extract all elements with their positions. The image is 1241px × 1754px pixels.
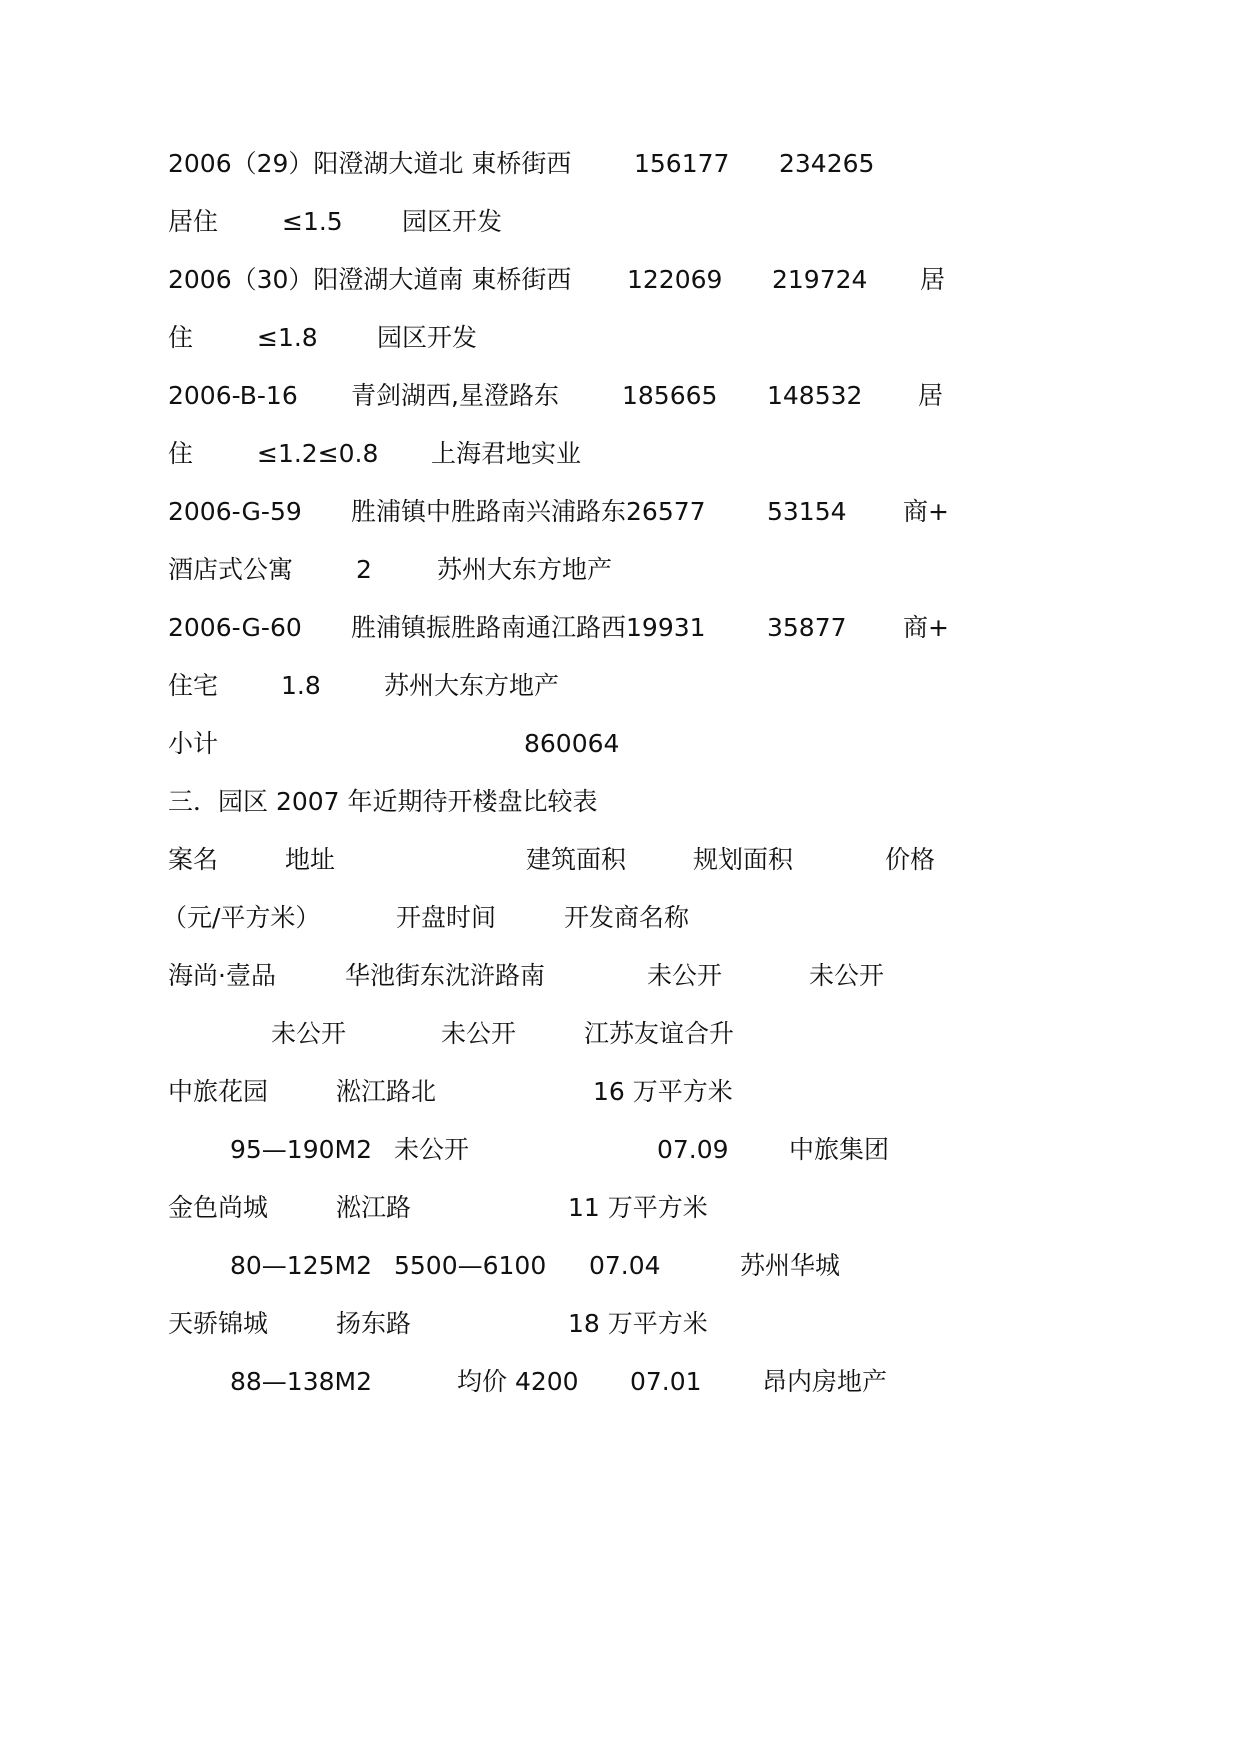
project-price: 未公开	[271, 1019, 347, 1048]
land-row-1-cont	[0, 202, 1241, 242]
section-heading	[0, 782, 1241, 822]
land-ratio: ≤1.2≤0.8	[257, 439, 379, 468]
project-plan-area: 80—125M2	[230, 1251, 373, 1280]
land-use: 商+	[903, 497, 949, 526]
project-row-4	[0, 1304, 1241, 1344]
project-plan-area: 未公开	[809, 961, 885, 990]
project-developer: 昂内房地产	[762, 1367, 888, 1396]
project-price: 5500—6100	[394, 1251, 547, 1280]
land-use: 居住	[168, 207, 219, 236]
header-name: 案名	[168, 845, 219, 874]
section-title: 三．园区 2007 年近期待开楼盘比较表	[168, 787, 598, 816]
project-row-3-cont	[0, 1246, 1241, 1286]
land-developer: 苏州大东方地产	[384, 671, 560, 700]
project-name: 海尚·壹品	[168, 961, 276, 990]
project-name: 天骄锦城	[168, 1309, 269, 1338]
project-row-2	[0, 1072, 1241, 1112]
project-address: 淞江路北	[336, 1077, 437, 1106]
land-developer: 苏州大东方地产	[437, 555, 613, 584]
land-plan-area: 53154	[767, 497, 847, 526]
land-area: 185665	[622, 381, 718, 410]
project-address: 华池街东沈浒路南	[345, 961, 546, 990]
subtotal-row	[0, 724, 1241, 764]
project-open-time: 07.09	[657, 1135, 729, 1164]
project-name: 中旅花园	[168, 1077, 269, 1106]
land-plan-area: 35877	[767, 613, 847, 642]
header-price-unit: （元/平方米）	[162, 903, 321, 932]
land-row-4	[0, 492, 1241, 532]
land-row-1	[0, 144, 1241, 184]
land-area: 156177	[634, 149, 730, 178]
project-open-time: 未公开	[441, 1019, 517, 1048]
land-use-cont: 住	[168, 439, 194, 468]
project-developer: 苏州华城	[740, 1251, 841, 1280]
land-area: 122069	[627, 265, 723, 294]
land-location: 青剑湖西,星澄路东	[351, 381, 559, 410]
land-developer: 园区开发	[402, 207, 503, 236]
land-location: 胜浦镇振胜路南通江路西19931	[351, 613, 706, 642]
table-header	[0, 840, 1241, 880]
project-row-2-cont	[0, 1130, 1241, 1170]
project-row-1	[0, 956, 1241, 996]
project-row-1-cont	[0, 1014, 1241, 1054]
land-ratio: 2	[356, 555, 372, 584]
land-location: 胜浦镇中胜路南兴浦路东26577	[351, 497, 706, 526]
header-price: 价格	[885, 845, 936, 874]
header-build-area: 建筑面积	[526, 845, 627, 874]
land-code: 2006-G-59	[168, 497, 302, 526]
land-use: 居	[918, 381, 944, 410]
project-developer: 江苏友谊合升	[584, 1019, 735, 1048]
land-developer: 上海君地实业	[431, 439, 582, 468]
project-plan-area: 88—138M2	[230, 1367, 373, 1396]
project-row-4-cont	[0, 1362, 1241, 1402]
land-ratio: 1.8	[281, 671, 321, 700]
land-plan-area: 219724	[772, 265, 868, 294]
land-row-5-cont	[0, 666, 1241, 706]
land-use-cont: 住宅	[168, 671, 219, 700]
project-row-3	[0, 1188, 1241, 1228]
project-price: 均价 4200	[457, 1367, 579, 1396]
land-developer: 园区开发	[377, 323, 478, 352]
land-row-2-cont	[0, 318, 1241, 358]
land-code: 2006-B-16	[168, 381, 298, 410]
land-use: 商+	[903, 613, 949, 642]
land-ratio: ≤1.5	[282, 207, 343, 236]
project-build-area: 18 万平方米	[568, 1309, 708, 1338]
project-price: 未公开	[394, 1135, 470, 1164]
land-use-cont: 酒店式公寓	[168, 555, 294, 584]
land-row-3-cont	[0, 434, 1241, 474]
project-build-area: 16 万平方米	[593, 1077, 733, 1106]
header-address: 地址	[285, 845, 336, 874]
header-developer: 开发商名称	[564, 903, 690, 932]
land-row-3	[0, 376, 1241, 416]
project-open-time: 07.04	[589, 1251, 661, 1280]
land-row-2	[0, 260, 1241, 300]
header-open-time: 开盘时间	[396, 903, 497, 932]
land-code: 2006（29）阳澄湖大道北 東桥街西	[168, 149, 572, 178]
land-plan-area: 234265	[779, 149, 875, 178]
land-plan-area: 148532	[767, 381, 863, 410]
project-plan-area: 95—190M2	[230, 1135, 373, 1164]
land-row-4-cont	[0, 550, 1241, 590]
project-developer: 中旅集团	[789, 1135, 890, 1164]
land-use-cont: 住	[168, 323, 194, 352]
project-name: 金色尚城	[168, 1193, 269, 1222]
project-build-area: 未公开	[647, 961, 723, 990]
project-build-area: 11 万平方米	[568, 1193, 708, 1222]
land-code: 2006（30）阳澄湖大道南 東桥街西	[168, 265, 572, 294]
subtotal-label: 小计	[168, 729, 219, 758]
table-header-cont	[0, 898, 1241, 938]
header-plan-area: 规划面积	[693, 845, 794, 874]
land-row-5	[0, 608, 1241, 648]
project-address: 扬东路	[336, 1309, 412, 1338]
land-use: 居	[920, 265, 946, 294]
subtotal-value: 860064	[524, 729, 620, 758]
land-ratio: ≤1.8	[257, 323, 318, 352]
land-code: 2006-G-60	[168, 613, 302, 642]
project-open-time: 07.01	[630, 1367, 702, 1396]
project-address: 淞江路	[336, 1193, 412, 1222]
